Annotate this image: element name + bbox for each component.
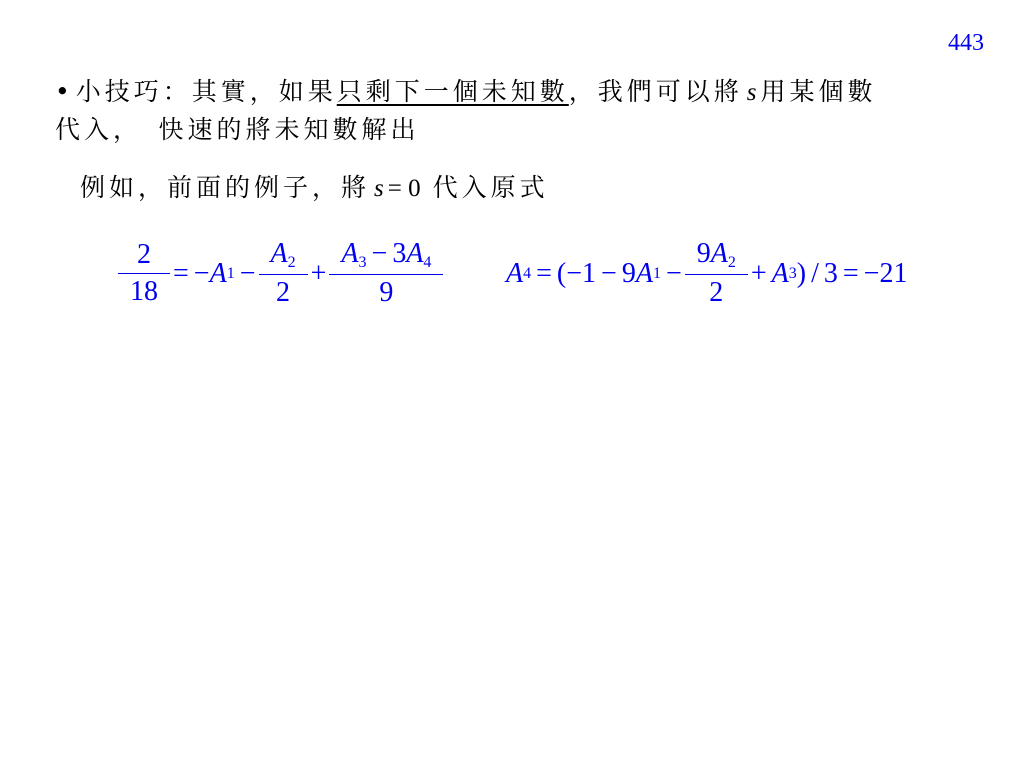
example-line <box>80 168 549 204</box>
fraction-2-over-18: $\frac{2}{18}$ <box>124 239 164 308</box>
fraction-a2-over-2: $\frac{A_2}{2}$ <box>265 238 302 309</box>
page-number: 443 <box>948 30 984 56</box>
fraction-a3-minus-3a4-over-9: $\frac{A_3 - 3A_4}{9}$ <box>335 238 437 309</box>
example-equals-zero: = 0 <box>387 175 421 202</box>
example-text-a: 例如，前面的例子，將 <box>80 173 371 202</box>
example-text-b: 代入原式 <box>432 173 549 202</box>
equation-left: $\frac{2}{18}$ = − A 1 − $\frac{A_2}{2}$ + $\frac{A_3 - 3A_4}{9}$ <box>120 238 441 309</box>
bullet-icon: • <box>55 77 70 106</box>
tip-text-b: ，我們可以將 <box>568 77 743 106</box>
tip-text-c: 用某個數 <box>760 77 877 106</box>
tip-variable: s <box>746 79 757 106</box>
tip-text-a: 小技巧：其實，如果 <box>75 77 337 106</box>
tip-underlined-text: 只剩下一個未知數 <box>336 77 569 106</box>
example-variable: s <box>374 175 384 202</box>
tip-line-2: 代入， 快速的將未知數解出 <box>55 115 420 144</box>
tip-line-1 <box>55 72 877 108</box>
fraction-9a2-over-2: $\frac{9A_2}{2}$ <box>691 238 742 309</box>
equation-right: A 4 = (−1 − 9 A 1 − $\frac{9A_2}{2}$ + A 3 ) / 3 = −21 <box>506 238 908 308</box>
